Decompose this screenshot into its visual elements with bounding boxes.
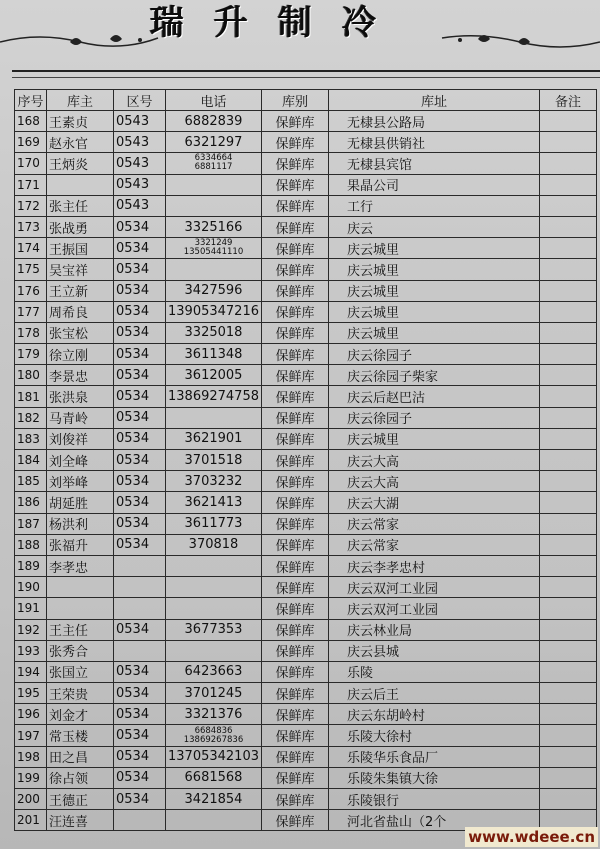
- table-row: [15, 555, 597, 576]
- row-addr: 庆云大高: [328, 450, 539, 471]
- table-row: [15, 238, 597, 259]
- row-note: [539, 619, 596, 640]
- row-no: 194: [15, 661, 47, 682]
- table-row: [15, 195, 597, 216]
- row-note: [539, 492, 596, 513]
- row-name: 周希良: [47, 301, 114, 322]
- header-rule: [12, 70, 600, 72]
- row-addr: 工行: [328, 195, 539, 216]
- row-addr: 庆云常家: [328, 513, 539, 534]
- row-note: [539, 704, 596, 725]
- row-note: [539, 513, 596, 534]
- row-tel: 6882839: [166, 111, 262, 132]
- row-no: 172: [15, 195, 47, 216]
- row-no: 177: [15, 301, 47, 322]
- row-note: [539, 280, 596, 301]
- row-no: 200: [15, 789, 47, 810]
- table-row: [15, 322, 597, 343]
- row-type: 保鲜库: [261, 598, 328, 619]
- row-type: 保鲜库: [261, 683, 328, 704]
- row-note: [539, 428, 596, 449]
- row-note: [539, 555, 596, 576]
- row-tel: 13705342103: [166, 746, 262, 767]
- row-type: 保鲜库: [261, 216, 328, 237]
- row-note: [539, 153, 596, 174]
- row-name: 王主任: [47, 619, 114, 640]
- row-name: 王德正: [47, 789, 114, 810]
- row-type: 保鲜库: [261, 534, 328, 555]
- row-code: 0534: [114, 725, 166, 746]
- row-no: 192: [15, 619, 47, 640]
- row-addr: 庆云徐园子柴家: [328, 365, 539, 386]
- row-note: [539, 450, 596, 471]
- row-code: [114, 810, 166, 831]
- row-tel: [166, 810, 262, 831]
- row-name: 张主任: [47, 195, 114, 216]
- row-type: 保鲜库: [261, 301, 328, 322]
- row-addr: 庆云林业局: [328, 619, 539, 640]
- row-code: 0543: [114, 153, 166, 174]
- row-no: 175: [15, 259, 47, 280]
- row-addr: 庆云李孝忠村: [328, 555, 539, 576]
- header-no: 序号: [15, 90, 47, 111]
- row-type: 保鲜库: [261, 322, 328, 343]
- table-row: [15, 280, 597, 301]
- row-type: 保鲜库: [261, 725, 328, 746]
- row-name: 常玉楼: [47, 725, 114, 746]
- row-note: [539, 344, 596, 365]
- row-name: 徐占领: [47, 767, 114, 788]
- row-no: 185: [15, 471, 47, 492]
- table-row: [15, 492, 597, 513]
- row-addr: 庆云城里: [328, 259, 539, 280]
- row-type: 保鲜库: [261, 407, 328, 428]
- row-addr: 果晶公司: [328, 174, 539, 195]
- row-tel: 13905347216: [166, 301, 262, 322]
- row-tel: 3321376: [166, 704, 262, 725]
- table-row: [15, 598, 597, 619]
- watermark: www.wdeee.cn: [465, 827, 598, 847]
- row-type: 保鲜库: [261, 174, 328, 195]
- row-name: 王荣贵: [47, 683, 114, 704]
- row-name: 王立新: [47, 280, 114, 301]
- row-type: 保鲜库: [261, 386, 328, 407]
- table-row: [15, 216, 597, 237]
- row-code: 0534: [114, 513, 166, 534]
- row-name: 刘金才: [47, 704, 114, 725]
- row-name: 张洪泉: [47, 386, 114, 407]
- row-note: [539, 322, 596, 343]
- row-addr: 庆云城里: [328, 428, 539, 449]
- row-note: [539, 301, 596, 322]
- row-no: 176: [15, 280, 47, 301]
- row-note: [539, 259, 596, 280]
- row-addr: 无棣县公路局: [328, 111, 539, 132]
- cold-storage-table: [14, 89, 597, 831]
- row-code: 0534: [114, 216, 166, 237]
- row-note: [539, 365, 596, 386]
- row-tel: 3677353: [166, 619, 262, 640]
- row-addr: 庆云城里: [328, 322, 539, 343]
- row-name: 李景忠: [47, 365, 114, 386]
- row-type: 保鲜库: [261, 492, 328, 513]
- row-code: 0534: [114, 471, 166, 492]
- row-tel: 3421854: [166, 789, 262, 810]
- table-row: [15, 386, 597, 407]
- row-addr: 庆云城里: [328, 238, 539, 259]
- row-type: 保鲜库: [261, 111, 328, 132]
- row-addr: 庆云后王: [328, 683, 539, 704]
- table-row: [15, 450, 597, 471]
- row-tel-line2: 6881117: [194, 162, 233, 173]
- table-row: [15, 704, 597, 725]
- row-note: [539, 407, 596, 428]
- row-code: 0534: [114, 428, 166, 449]
- header-addr: 库址: [328, 90, 539, 111]
- row-note: [539, 471, 596, 492]
- row-type: 保鲜库: [261, 746, 328, 767]
- row-addr: 乐陵银行: [328, 789, 539, 810]
- table-row: [15, 767, 597, 788]
- row-code: 0534: [114, 683, 166, 704]
- row-code: 0534: [114, 301, 166, 322]
- row-tel: 370818: [166, 534, 262, 555]
- row-addr: 庆云县城: [328, 640, 539, 661]
- header-tel: 电话: [166, 90, 262, 111]
- row-code: 0534: [114, 746, 166, 767]
- row-no: 168: [15, 111, 47, 132]
- row-tel: [166, 598, 262, 619]
- row-no: 183: [15, 428, 47, 449]
- row-code: [114, 555, 166, 576]
- table-row: [15, 365, 597, 386]
- row-tel: 3701245: [166, 683, 262, 704]
- table-row: [15, 746, 597, 767]
- row-no: 173: [15, 216, 47, 237]
- row-tel: [166, 407, 262, 428]
- row-name: 李孝忠: [47, 555, 114, 576]
- row-name: 王振国: [47, 238, 114, 259]
- row-note: [539, 661, 596, 682]
- table-row: [15, 407, 597, 428]
- row-code: 0534: [114, 238, 166, 259]
- row-note: [539, 640, 596, 661]
- row-no: 187: [15, 513, 47, 534]
- row-addr: 庆云常家: [328, 534, 539, 555]
- row-name: 张战勇: [47, 216, 114, 237]
- row-note: [539, 746, 596, 767]
- row-addr: 庆云: [328, 216, 539, 237]
- row-note: [539, 789, 596, 810]
- row-no: 191: [15, 598, 47, 619]
- row-tel-line2: 13505441110: [183, 247, 244, 258]
- row-name: 汪连喜: [47, 810, 114, 831]
- row-type: 保鲜库: [261, 661, 328, 682]
- row-no: 201: [15, 810, 47, 831]
- row-addr: 庆云后赵巴沽: [328, 386, 539, 407]
- row-no: 197: [15, 725, 47, 746]
- row-addr: 乐陵大徐村: [328, 725, 539, 746]
- row-code: 0543: [114, 174, 166, 195]
- row-code: 0534: [114, 661, 166, 682]
- row-code: 0534: [114, 704, 166, 725]
- row-type: 保鲜库: [261, 471, 328, 492]
- table-row: [15, 725, 597, 746]
- row-note: [539, 174, 596, 195]
- table-row: [15, 153, 597, 174]
- row-no: 182: [15, 407, 47, 428]
- row-type: 保鲜库: [261, 195, 328, 216]
- row-type: 保鲜库: [261, 619, 328, 640]
- table-row: [15, 301, 597, 322]
- row-name: 刘俊祥: [47, 428, 114, 449]
- row-no: 198: [15, 746, 47, 767]
- row-no: 190: [15, 577, 47, 598]
- row-type: 保鲜库: [261, 810, 328, 831]
- header-type: 库别: [261, 90, 328, 111]
- row-name: [47, 174, 114, 195]
- row-tel: [166, 174, 262, 195]
- row-name: 赵永官: [47, 132, 114, 153]
- row-addr: 庆云东胡岭村: [328, 704, 539, 725]
- row-addr: 庆云双河工业园: [328, 577, 539, 598]
- ornament-right: [440, 28, 600, 52]
- row-type: 保鲜库: [261, 153, 328, 174]
- row-tel: [166, 238, 262, 259]
- row-name: 田之昌: [47, 746, 114, 767]
- table-row: [15, 471, 597, 492]
- row-note: [539, 683, 596, 704]
- row-addr: 庆云大高: [328, 471, 539, 492]
- table-row: [15, 789, 597, 810]
- row-addr: 乐陵朱集镇大徐: [328, 767, 539, 788]
- row-code: 0543: [114, 132, 166, 153]
- row-code: [114, 598, 166, 619]
- row-addr: 庆云城里: [328, 280, 539, 301]
- row-no: 196: [15, 704, 47, 725]
- row-note: [539, 216, 596, 237]
- row-tel-line1: 6684836: [194, 725, 233, 736]
- row-tel-line2: 13869267836: [183, 734, 244, 745]
- row-tel: [166, 577, 262, 598]
- row-tel: 3611773: [166, 513, 262, 534]
- table-body: [15, 111, 597, 831]
- table-row: [15, 640, 597, 661]
- row-tel: 3427596: [166, 280, 262, 301]
- table-row: [15, 132, 597, 153]
- header-code: 区号: [114, 90, 166, 111]
- row-name: 吴宝祥: [47, 259, 114, 280]
- row-type: 保鲜库: [261, 640, 328, 661]
- row-code: 0534: [114, 365, 166, 386]
- row-tel: 6321297: [166, 132, 262, 153]
- row-no: 170: [15, 153, 47, 174]
- row-tel: [166, 259, 262, 280]
- row-code: 0534: [114, 492, 166, 513]
- row-tel: [166, 555, 262, 576]
- table-row: [15, 683, 597, 704]
- row-no: 171: [15, 174, 47, 195]
- row-type: 保鲜库: [261, 259, 328, 280]
- row-note: [539, 132, 596, 153]
- header-rule-thin: [12, 77, 600, 78]
- row-tel: 3621413: [166, 492, 262, 513]
- row-tel: 3611348: [166, 344, 262, 365]
- row-code: 0534: [114, 259, 166, 280]
- table-row: [15, 577, 597, 598]
- row-no: 179: [15, 344, 47, 365]
- row-no: 181: [15, 386, 47, 407]
- row-type: 保鲜库: [261, 428, 328, 449]
- row-tel: [166, 153, 262, 174]
- row-tel: 6423663: [166, 661, 262, 682]
- row-code: 0534: [114, 789, 166, 810]
- row-addr: 无棣县宾馆: [328, 153, 539, 174]
- row-tel: 3325018: [166, 322, 262, 343]
- row-tel: 3612005: [166, 365, 262, 386]
- row-addr: 乐陵华乐食品厂: [328, 746, 539, 767]
- row-tel: 6681568: [166, 767, 262, 788]
- table-row: [15, 619, 597, 640]
- row-code: 0534: [114, 619, 166, 640]
- row-name: 徐立刚: [47, 344, 114, 365]
- row-tel-line1: 3321249: [194, 238, 233, 249]
- row-note: [539, 386, 596, 407]
- row-no: 184: [15, 450, 47, 471]
- row-code: 0534: [114, 450, 166, 471]
- row-type: 保鲜库: [261, 238, 328, 259]
- row-name: 王炳炎: [47, 153, 114, 174]
- table-row: [15, 344, 597, 365]
- row-code: 0534: [114, 407, 166, 428]
- row-addr: 河北省盐山（2个: [328, 810, 539, 831]
- row-tel: [166, 725, 262, 746]
- row-tel: 3701518: [166, 450, 262, 471]
- row-addr: 庆云大湖: [328, 492, 539, 513]
- row-type: 保鲜库: [261, 280, 328, 301]
- row-note: [539, 195, 596, 216]
- row-type: 保鲜库: [261, 344, 328, 365]
- row-code: 0543: [114, 195, 166, 216]
- row-no: 180: [15, 365, 47, 386]
- row-addr: 无棣县供销社: [328, 132, 539, 153]
- row-code: 0534: [114, 534, 166, 555]
- row-no: 193: [15, 640, 47, 661]
- row-addr: 乐陵: [328, 661, 539, 682]
- row-type: 保鲜库: [261, 789, 328, 810]
- row-type: 保鲜库: [261, 767, 328, 788]
- row-note: [539, 598, 596, 619]
- row-name: [47, 577, 114, 598]
- row-tel: 3703232: [166, 471, 262, 492]
- row-no: 174: [15, 238, 47, 259]
- row-note: [539, 534, 596, 555]
- row-code: [114, 577, 166, 598]
- row-type: 保鲜库: [261, 365, 328, 386]
- row-name: 马青岭: [47, 407, 114, 428]
- row-tel: 3325166: [166, 216, 262, 237]
- row-code: 0534: [114, 386, 166, 407]
- row-no: 169: [15, 132, 47, 153]
- table-row: [15, 259, 597, 280]
- row-tel: 13869274758: [166, 386, 262, 407]
- row-note: [539, 111, 596, 132]
- table-header-row: [15, 90, 597, 111]
- row-name: 张福升: [47, 534, 114, 555]
- row-name: 刘举峰: [47, 471, 114, 492]
- row-name: 杨洪利: [47, 513, 114, 534]
- row-no: 199: [15, 767, 47, 788]
- row-name: 刘全峰: [47, 450, 114, 471]
- row-tel: [166, 640, 262, 661]
- header-note: 备注: [539, 90, 596, 111]
- ornament-left: [0, 28, 160, 52]
- table-row: [15, 661, 597, 682]
- row-no: 178: [15, 322, 47, 343]
- row-no: 195: [15, 683, 47, 704]
- row-code: 0534: [114, 322, 166, 343]
- row-note: [539, 577, 596, 598]
- row-type: 保鲜库: [261, 513, 328, 534]
- row-code: 0543: [114, 111, 166, 132]
- row-addr: 庆云徐园子: [328, 344, 539, 365]
- row-name: 王素贞: [47, 111, 114, 132]
- row-code: 0534: [114, 767, 166, 788]
- row-code: [114, 640, 166, 661]
- page-title: 瑞升制冷: [150, 3, 406, 43]
- table-row: [15, 111, 597, 132]
- row-no: 189: [15, 555, 47, 576]
- row-name: 张宝松: [47, 322, 114, 343]
- row-type: 保鲜库: [261, 450, 328, 471]
- row-note: [539, 725, 596, 746]
- row-note: [539, 238, 596, 259]
- row-code: 0534: [114, 280, 166, 301]
- row-name: [47, 598, 114, 619]
- table-row: [15, 428, 597, 449]
- row-type: 保鲜库: [261, 577, 328, 598]
- row-type: 保鲜库: [261, 704, 328, 725]
- row-no: 186: [15, 492, 47, 513]
- row-addr: 庆云徐园子: [328, 407, 539, 428]
- row-no: 188: [15, 534, 47, 555]
- row-name: 胡延胜: [47, 492, 114, 513]
- header-name: 库主: [47, 90, 114, 111]
- row-tel-line1: 6334664: [194, 153, 233, 164]
- row-note: [539, 767, 596, 788]
- row-name: 张秀合: [47, 640, 114, 661]
- row-addr: 庆云双河工业园: [328, 598, 539, 619]
- table-row: [15, 174, 597, 195]
- row-tel: [166, 195, 262, 216]
- row-tel: 3621901: [166, 428, 262, 449]
- table-row: [15, 513, 597, 534]
- table-row: [15, 534, 597, 555]
- row-name: 张国立: [47, 661, 114, 682]
- row-code: 0534: [114, 344, 166, 365]
- row-addr: 庆云城里: [328, 301, 539, 322]
- row-type: 保鲜库: [261, 132, 328, 153]
- row-type: 保鲜库: [261, 555, 328, 576]
